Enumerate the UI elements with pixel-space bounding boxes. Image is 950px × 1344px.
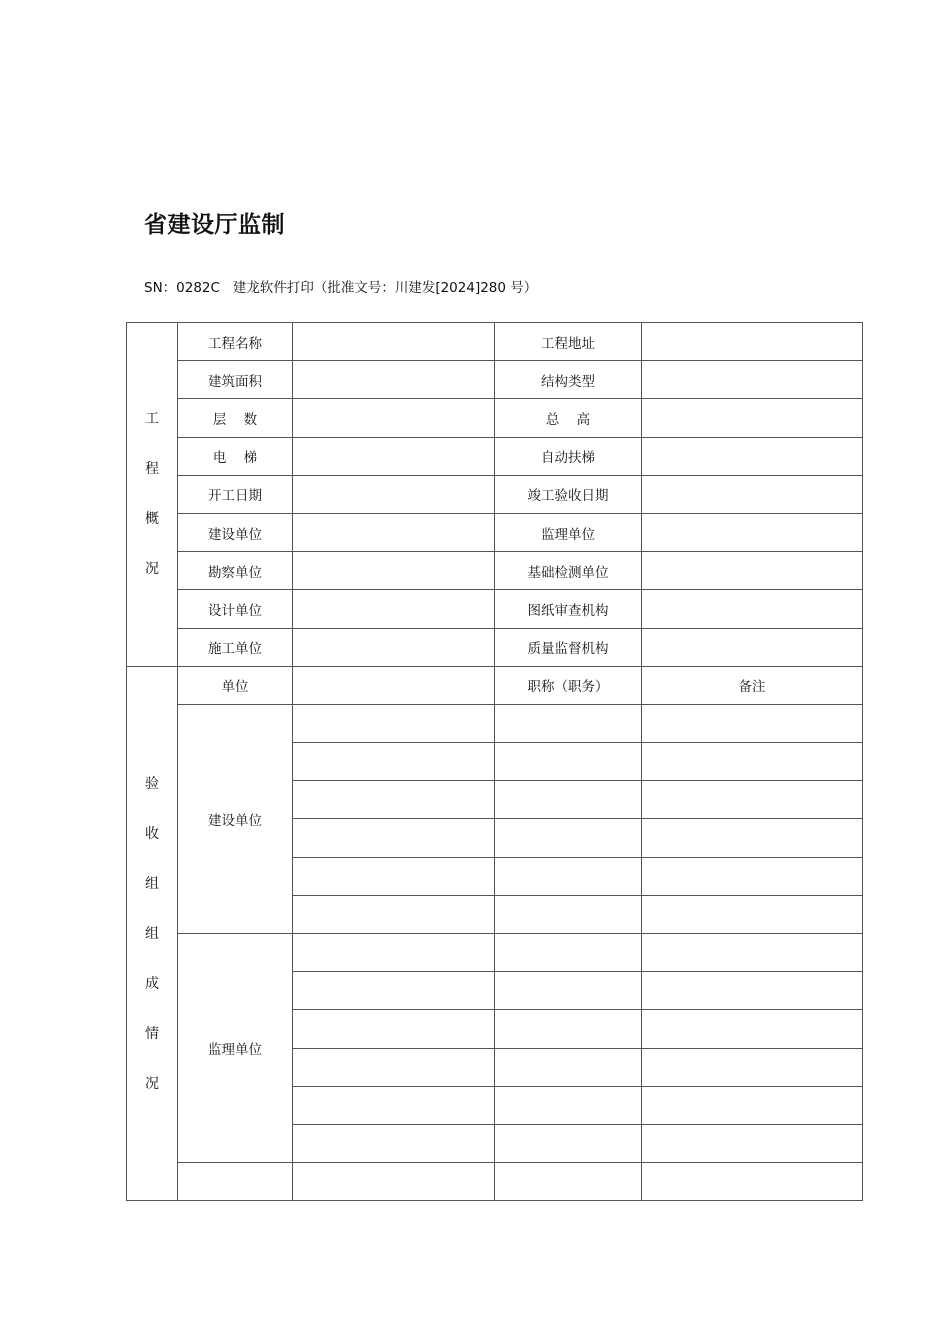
field-label: 工程名称	[178, 323, 293, 361]
section-label-char: 况	[145, 561, 159, 578]
field-label: 图纸审查机构	[495, 590, 642, 628]
field-value-cell[interactable]	[293, 475, 495, 513]
field-value-cell[interactable]	[642, 628, 863, 666]
overview-row	[127, 323, 863, 361]
member-title-cell[interactable]	[495, 934, 642, 972]
member-title-cell[interactable]	[495, 743, 642, 781]
section-label-char: 收	[145, 825, 159, 842]
member-remark-cell[interactable]	[642, 781, 863, 819]
member-title-cell[interactable]	[495, 895, 642, 933]
member-name-cell[interactable]	[293, 1163, 495, 1201]
field-label: 建设单位	[178, 513, 293, 551]
column-header-unit: 单位	[178, 666, 293, 704]
field-value-cell[interactable]	[293, 628, 495, 666]
member-title-cell[interactable]	[495, 704, 642, 742]
section-label-char: 成	[145, 975, 159, 992]
member-name-cell[interactable]	[293, 781, 495, 819]
member-row	[127, 704, 863, 742]
field-label: 建筑面积	[178, 361, 293, 399]
field-label: 电 梯	[178, 437, 293, 475]
member-remark-cell[interactable]	[642, 934, 863, 972]
form-title: 省建设厅监制	[144, 212, 285, 238]
field-value-cell[interactable]	[642, 361, 863, 399]
member-name-cell[interactable]	[293, 934, 495, 972]
field-value-cell[interactable]	[642, 323, 863, 361]
field-value-cell[interactable]	[642, 513, 863, 551]
overview-row	[127, 590, 863, 628]
member-title-cell[interactable]	[495, 1010, 642, 1048]
member-title-cell[interactable]	[495, 972, 642, 1010]
field-label: 监理单位	[495, 513, 642, 551]
member-title-cell[interactable]	[495, 1163, 642, 1201]
acceptance-form-table	[126, 322, 863, 1201]
field-value-cell[interactable]	[293, 361, 495, 399]
member-name-cell[interactable]	[293, 1048, 495, 1086]
member-name-cell[interactable]	[293, 857, 495, 895]
member-remark-cell[interactable]	[642, 1048, 863, 1086]
column-header-name	[293, 666, 495, 704]
member-remark-cell[interactable]	[642, 819, 863, 857]
field-value-cell[interactable]	[293, 437, 495, 475]
member-title-cell[interactable]	[495, 819, 642, 857]
overview-section-label	[127, 323, 178, 667]
acceptance-header-row	[127, 666, 863, 704]
field-value-cell[interactable]	[642, 437, 863, 475]
member-remark-cell[interactable]	[642, 1124, 863, 1162]
overview-row	[127, 361, 863, 399]
section-label-char: 组	[145, 875, 159, 892]
field-value-cell[interactable]	[642, 399, 863, 437]
member-title-cell[interactable]	[495, 781, 642, 819]
member-remark-cell[interactable]	[642, 704, 863, 742]
section-label-char: 工	[145, 411, 159, 428]
member-name-cell[interactable]	[293, 819, 495, 857]
unit-group-label: 监理单位	[178, 934, 293, 1163]
field-value-cell[interactable]	[642, 590, 863, 628]
section-label-char: 验	[145, 775, 159, 792]
member-title-cell[interactable]	[495, 1124, 642, 1162]
field-label: 设计单位	[178, 590, 293, 628]
field-value-cell[interactable]	[293, 323, 495, 361]
member-name-cell[interactable]	[293, 704, 495, 742]
field-value-cell[interactable]	[293, 590, 495, 628]
member-remark-cell[interactable]	[642, 1163, 863, 1201]
member-name-cell[interactable]	[293, 1086, 495, 1124]
overview-row	[127, 552, 863, 590]
member-remark-cell[interactable]	[642, 857, 863, 895]
field-label: 质量监督机构	[495, 628, 642, 666]
unit-cell[interactable]	[178, 1163, 293, 1201]
member-title-cell[interactable]	[495, 1086, 642, 1124]
member-remark-cell[interactable]	[642, 972, 863, 1010]
overview-section	[127, 323, 863, 667]
overview-row	[127, 628, 863, 666]
section-label-char: 程	[145, 461, 159, 478]
field-label: 工程地址	[495, 323, 642, 361]
member-name-cell[interactable]	[293, 1010, 495, 1048]
acceptance-section-label	[127, 666, 178, 1201]
overview-row	[127, 513, 863, 551]
field-label: 竣工验收日期	[495, 475, 642, 513]
member-row	[127, 1163, 863, 1201]
field-label: 结构类型	[495, 361, 642, 399]
column-header-remark: 备注	[642, 666, 863, 704]
unit-group-label: 建设单位	[178, 704, 293, 933]
section-label-char: 情	[145, 1025, 159, 1042]
member-name-cell[interactable]	[293, 895, 495, 933]
overview-row	[127, 437, 863, 475]
form-serial-line: SN：0282C 建龙软件打印（批准文号：川建发[2024]280 号）	[144, 280, 538, 296]
field-value-cell[interactable]	[642, 475, 863, 513]
field-label: 勘察单位	[178, 552, 293, 590]
member-name-cell[interactable]	[293, 1124, 495, 1162]
member-row	[127, 934, 863, 972]
column-header-title: 职称（职务）	[495, 666, 642, 704]
member-remark-cell[interactable]	[642, 895, 863, 933]
member-name-cell[interactable]	[293, 972, 495, 1010]
section-label-char: 概	[145, 511, 159, 528]
member-remark-cell[interactable]	[642, 1010, 863, 1048]
field-label: 层 数	[178, 399, 293, 437]
field-value-cell[interactable]	[293, 552, 495, 590]
field-value-cell[interactable]	[642, 552, 863, 590]
field-label: 施工单位	[178, 628, 293, 666]
section-label-char: 组	[145, 925, 159, 942]
acceptance-section	[127, 666, 863, 1201]
field-value-cell[interactable]	[293, 399, 495, 437]
member-remark-cell[interactable]	[642, 743, 863, 781]
overview-row	[127, 399, 863, 437]
field-value-cell[interactable]	[293, 513, 495, 551]
member-remark-cell[interactable]	[642, 1086, 863, 1124]
field-label: 总 高	[495, 399, 642, 437]
field-label: 开工日期	[178, 475, 293, 513]
overview-row	[127, 475, 863, 513]
field-label: 自动扶梯	[495, 437, 642, 475]
field-label: 基础检测单位	[495, 552, 642, 590]
member-name-cell[interactable]	[293, 743, 495, 781]
member-title-cell[interactable]	[495, 1048, 642, 1086]
section-label-char: 况	[145, 1075, 159, 1092]
member-title-cell[interactable]	[495, 857, 642, 895]
